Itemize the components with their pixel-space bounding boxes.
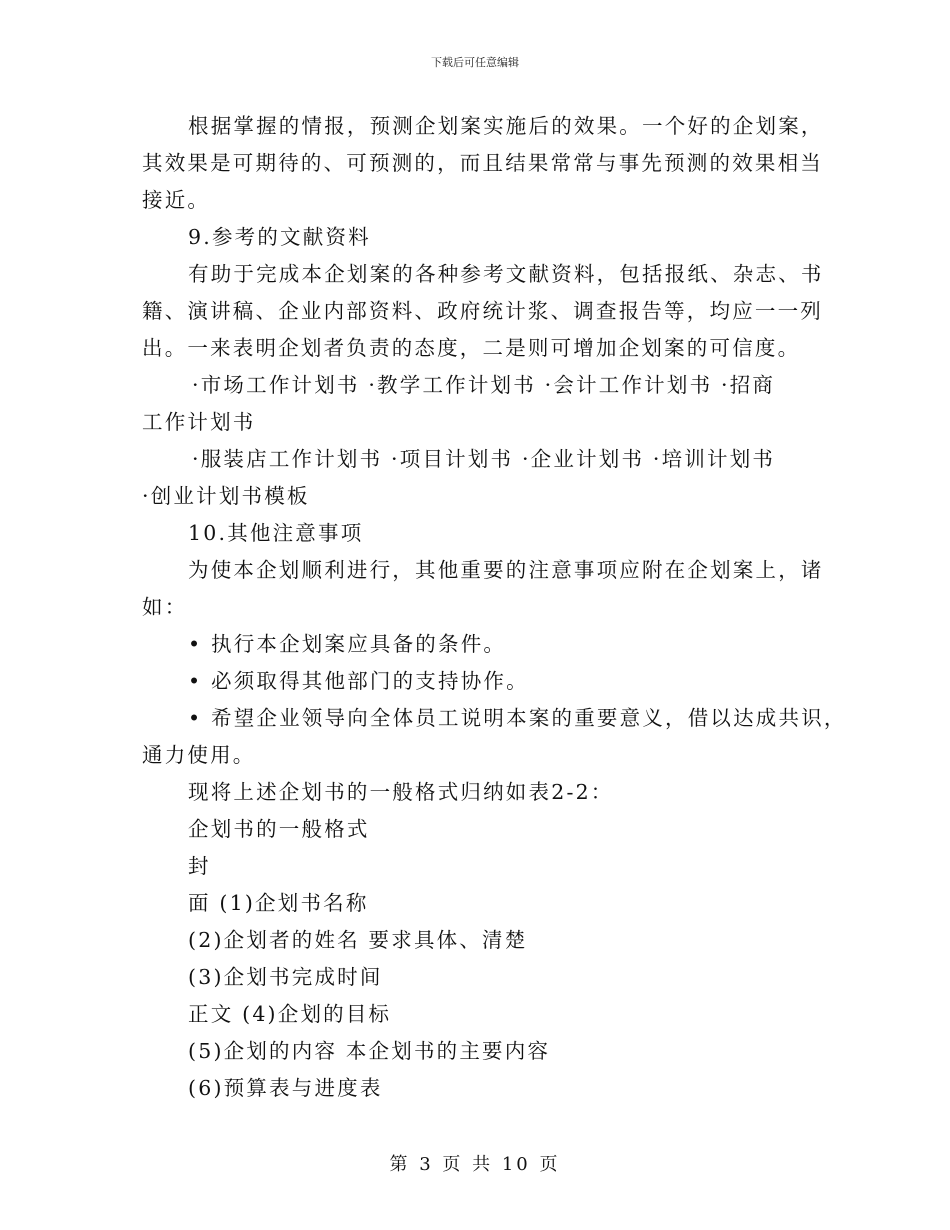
bullet-item: • 必须取得其他部门的支持协作。 xyxy=(188,669,529,693)
text-line: 其效果是可期待的、可预测的，而且结果常常与事先预测的效果相当 xyxy=(142,151,823,175)
section-heading: 10.其他注意事项 xyxy=(188,521,364,545)
text-line: 有助于完成本企划案的各种参考文献资料，包括报纸、杂志、书 xyxy=(188,262,824,286)
table-title: 企划书的一般格式 xyxy=(188,817,370,841)
text-line: 根据掌握的情报，预测企划案实施后的效果。一个好的企划案， xyxy=(188,114,824,138)
table-text: (3)企划书完成时间 xyxy=(188,965,383,989)
page-header: 下载后可任意编辑 xyxy=(431,56,519,69)
related-links-line: 工作计划书 xyxy=(142,410,256,434)
table-text: (2)企划者的姓名 要求具体、清楚 xyxy=(188,928,528,952)
table-text: 面 (1)企划书名称 xyxy=(188,891,369,915)
table-text: 封 xyxy=(188,854,211,878)
text-line: 籍、演讲稿、企业内部资料、政府统计浆、调查报告等，均应一一列 xyxy=(142,299,823,323)
text-line: 接近。 xyxy=(142,188,211,212)
section-heading: 9.参考的文献资料 xyxy=(188,225,371,249)
document-body xyxy=(142,108,847,1107)
related-links-line: ·服装店工作计划书 ·项目计划书 ·企业计划书 ·培训计划书 xyxy=(192,447,776,471)
table-text: (5)企划的内容 本企划书的主要内容 xyxy=(188,1039,551,1063)
related-links-line: ·市场工作计划书 ·教学工作计划书 ·会计工作计划书 ·招商 xyxy=(192,373,776,397)
text-line: 出。一来表明企划者负责的态度，二是则可增加企划案的可信度。 xyxy=(142,336,801,360)
text-line: 如： xyxy=(142,595,188,619)
table-text: 正文 (4)企划的目标 xyxy=(188,1002,392,1026)
table-text: (6)预算表与进度表 xyxy=(188,1076,383,1100)
text-line: 为使本企划顺利进行，其他重要的注意事项应附在企划案上，诸 xyxy=(188,558,824,582)
page-footer: 第 3 页 共 10 页 xyxy=(389,1154,561,1175)
text-line: 现将上述企划书的一般格式归纳如表2-2： xyxy=(188,780,614,804)
text-line: 通力使用。 xyxy=(142,743,256,767)
related-links-line: ·创业计划书模板 xyxy=(142,484,310,508)
bullet-item: • 执行本企划案应具备的条件。 xyxy=(188,632,507,656)
bullet-item: • 希望企业领导向全体员工说明本案的重要意义，借以达成共识， xyxy=(188,706,847,730)
